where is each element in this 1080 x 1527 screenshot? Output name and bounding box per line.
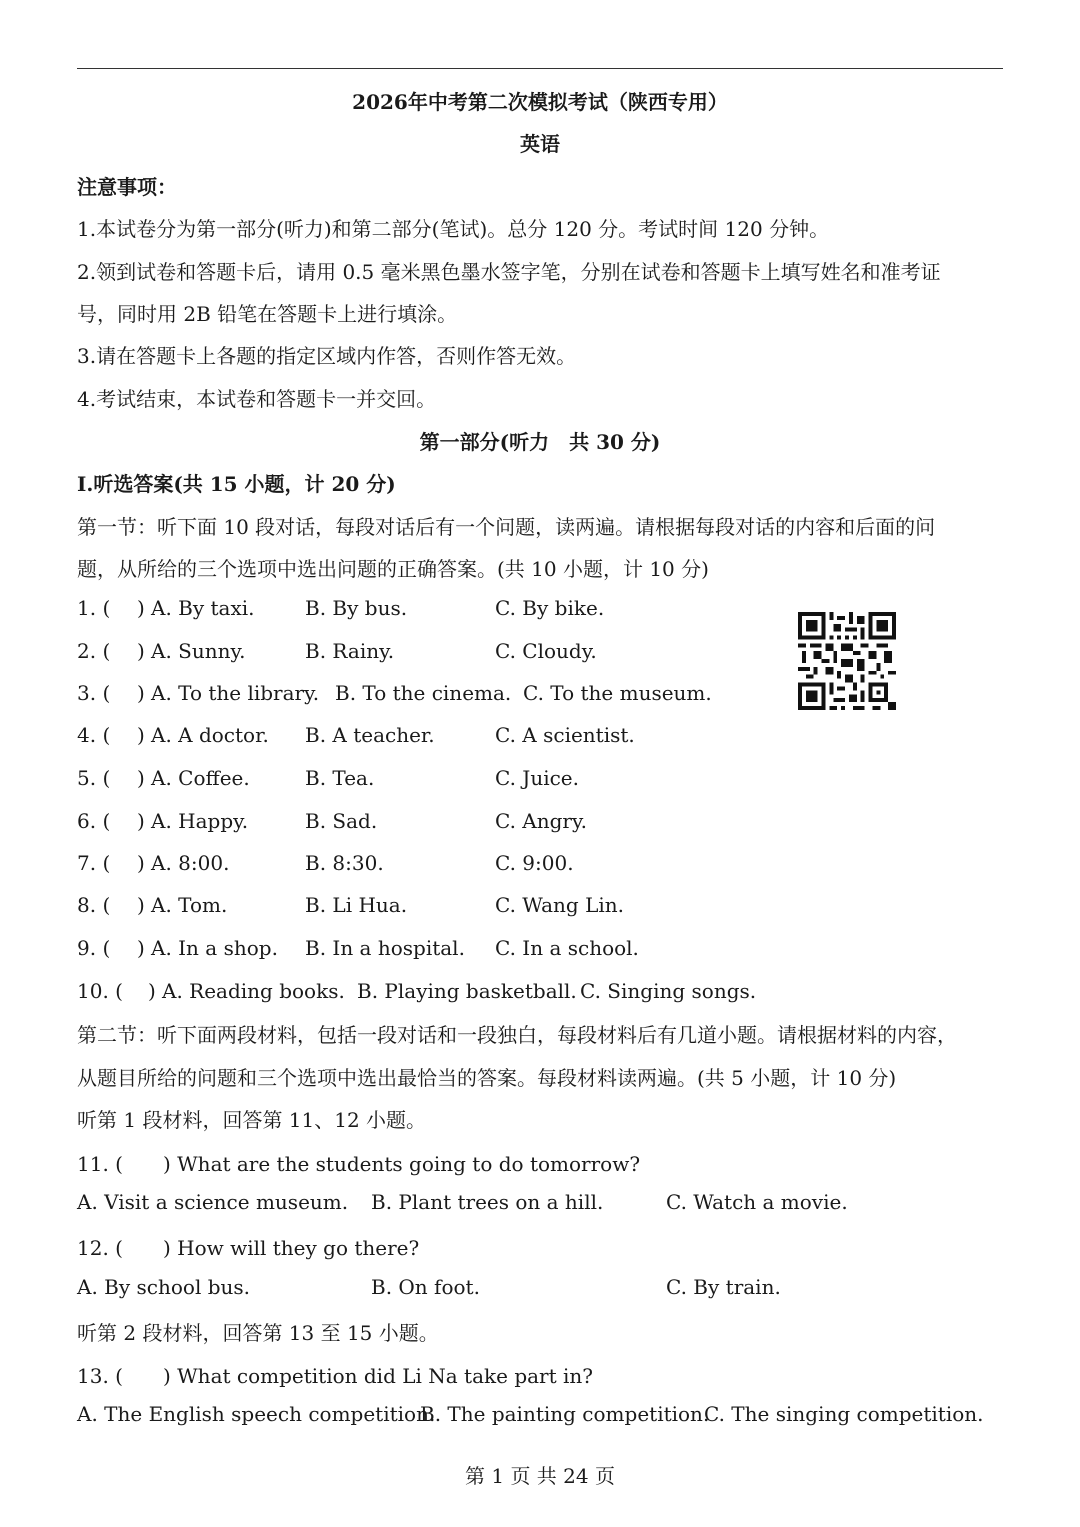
page-number: 第 1 页 共 24 页 [465,1464,615,1488]
option-c: C. Juice. [495,766,579,790]
question-number: 9. ( [77,936,111,960]
option-c: C. Angry. [495,809,587,833]
option-c: C. By train. [666,1275,781,1299]
option-c: C. In a school. [495,936,639,960]
top-rule [77,68,1003,69]
question-number: 5. ( [77,766,111,790]
option-b: B. To the cinema. [335,681,512,705]
answer-blank-close: ) [137,639,145,663]
question-3 [77,681,777,711]
notice-item: 4.考试结束，本试卷和答题卡一并交回。 [77,387,437,411]
question-12-stem: 12. ( ) How will they go there? [77,1236,420,1260]
option-c: C. Wang Lin. [495,893,625,917]
question-5 [77,766,777,796]
notice-item: 号，同时用 2B 铅笔在答题卡上进行填涂。 [77,302,458,326]
option-c: C. Cloudy. [495,639,597,663]
option-a: A. A doctor. [151,723,269,747]
option-a: A. Visit a science museum. [77,1190,349,1214]
option-b: B. Sad. [305,809,378,833]
question-12-options [77,1275,781,1305]
option-a: A. To the library. [151,681,320,705]
question-number: 3. ( [77,681,111,705]
subject-title: 英语 [520,132,560,156]
notice-item: 3.请在答题卡上各题的指定区域内作答，否则作答无效。 [77,344,577,368]
option-b: B. In a hospital. [305,936,465,960]
option-b: B. On foot. [371,1275,480,1299]
answer-blank-close: ) [137,851,145,875]
question-number: 4. ( [77,723,111,747]
option-c: C. Watch a movie. [666,1190,848,1214]
section2-intro: 从题目所给的问题和三个选项中选出最恰当的答案。每段材料读两遍。(共 5 小题，计 10 分) [77,1066,897,1090]
option-a: A. Reading books. [162,979,345,1003]
question-7 [77,851,777,881]
question-2 [77,639,777,669]
option-c: C. A scientist. [495,723,635,747]
answer-blank-close: ) [137,596,145,620]
option-b: B. By bus. [305,596,408,620]
question-6 [77,809,777,839]
option-b: B. A teacher. [305,723,435,747]
option-c: C. Singing songs. [580,979,757,1003]
notice-heading: 注意事项： [77,175,177,199]
question-number: 8. ( [77,893,111,917]
notice-item: 2.领到试卷和答题卡后，请用 0.5 毫米黑色墨水签字笔，分别在试卷和答题卡上填写姓名和准考证 [77,260,941,284]
option-c: C. The singing competition. [704,1402,984,1426]
answer-blank-close: ) [137,936,145,960]
material1-label: 听第 1 段材料，回答第 11、12 小题。 [77,1108,427,1132]
question-13-options [77,1402,984,1432]
question-number: 1. ( [77,596,111,620]
question-number: 10. ( [77,979,123,1003]
answer-blank-close: ) [137,893,145,917]
material2-label: 听第 2 段材料，回答第 13 至 15 小题。 [77,1321,439,1345]
section2-intro: 第二节：听下面两段材料，包括一段对话和一段独白，每段材料后有几道小题。请根据材料的内容， [77,1023,957,1047]
option-b: B. Tea. [305,766,375,790]
qr-code-icon [798,612,896,710]
question-11-stem: 11. ( ) What are the students going to do tomorrow? [77,1152,641,1176]
question-4 [77,723,777,753]
option-b: B. Plant trees on a hill. [371,1190,604,1214]
option-c: C. 9:00. [495,851,574,875]
answer-blank-close: ) [137,809,145,833]
option-b: B. The painting competition. [420,1402,710,1426]
section1-intro: 题，从所给的三个选项中选出问题的正确答案。(共 10 小题，计 10 分) [77,557,709,581]
option-a: A. By school bus. [77,1275,250,1299]
option-a: A. By taxi. [151,596,255,620]
question-11-options [77,1190,848,1220]
option-b: B. Rainy. [305,639,395,663]
option-b: B. 8:30. [305,851,384,875]
question-number: 7. ( [77,851,111,875]
answer-blank-close: ) [148,979,156,1003]
option-c: C. By bike. [495,596,605,620]
option-c: C. To the museum. [523,681,712,705]
question-8 [77,893,777,923]
answer-blank-close: ) [137,723,145,747]
option-a: A. 8:00. [151,851,230,875]
question-1 [77,596,777,626]
answer-blank-close: ) [137,766,145,790]
section-title: I.听选答案(共 15 小题，计 20 分) [77,472,396,496]
section1-intro: 第一节：听下面 10 段对话，每段对话后有一个问题，读两遍。请根据每段对话的内容和后面的问 [77,515,936,539]
option-a: A. Sunny. [151,639,246,663]
option-b: B. Playing basketball. [357,979,577,1003]
question-number: 6. ( [77,809,111,833]
option-a: A. Coffee. [151,766,250,790]
option-a: A. Happy. [151,809,249,833]
question-13-stem: 13. ( ) What competition did Li Na take part in? [77,1364,594,1388]
option-a: A. The English speech competition. [77,1402,436,1426]
question-number: 2. ( [77,639,111,663]
option-b: B. Li Hua. [305,893,408,917]
notice-item: 1.本试卷分为第一部分(听力)和第二部分(笔试)。总分 120 分。考试时间 120 分钟。 [77,217,830,241]
answer-blank-close: ) [137,681,145,705]
question-9 [77,936,777,966]
option-a: A. In a shop. [151,936,278,960]
option-a: A. Tom. [151,893,228,917]
page-title: 2026年中考第二次模拟考试（陕西专用） [352,90,728,114]
question-10 [77,979,777,1009]
part1-heading: 第一部分(听力 共 30 分) [419,430,661,454]
